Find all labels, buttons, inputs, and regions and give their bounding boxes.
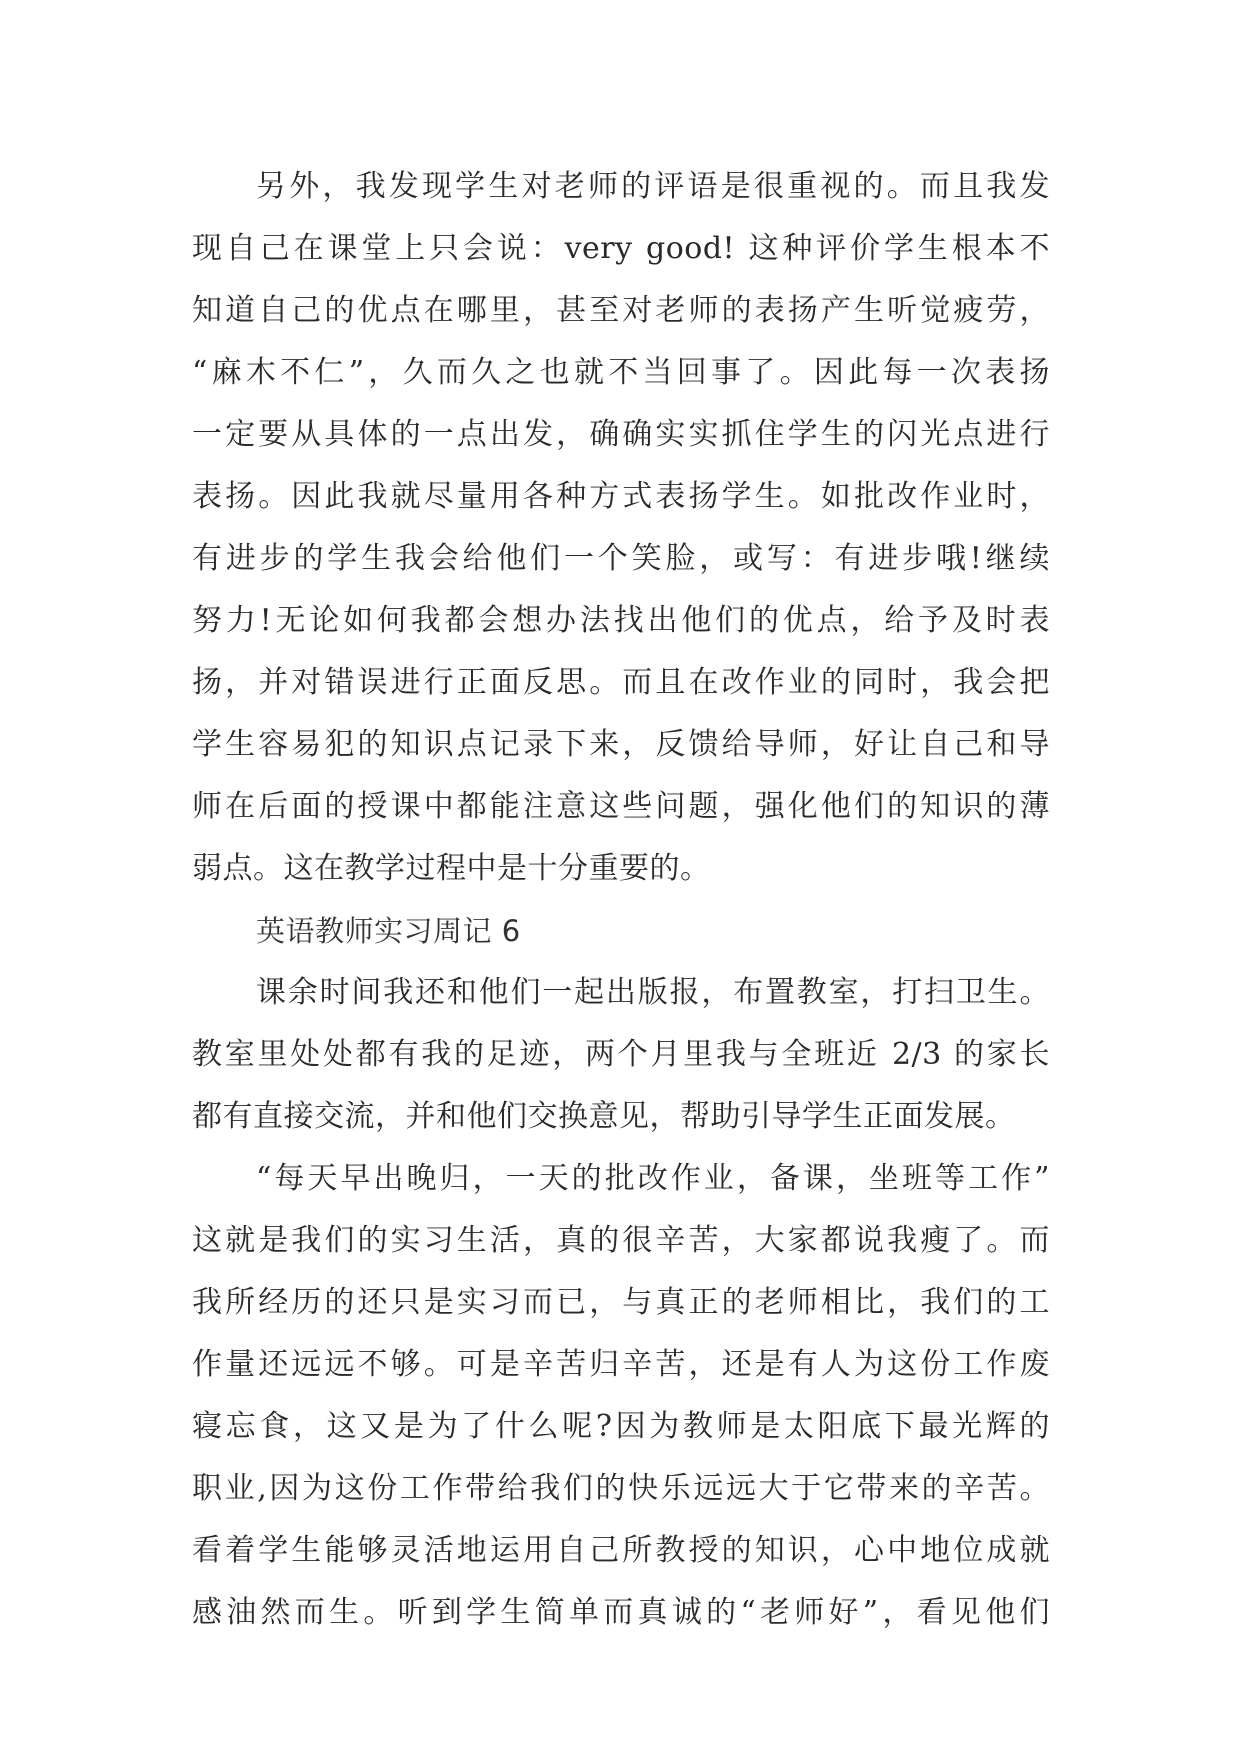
- paragraph-line: 有进步的学生我会给他们一个笑脸，或写：有进步哦!继续: [192, 541, 1050, 576]
- paragraph-line: 看着学生能够灵活地运用自己所教授的知识，心中地位成就: [192, 1533, 1050, 1568]
- section-heading: 英语教师实习周记 6: [256, 914, 521, 948]
- paragraph-line: 师在后面的授课中都能注意这些问题，强化他们的知识的薄: [192, 789, 1050, 824]
- paragraph-line: 教室里处处都有我的足迹，两个月里我与全班近 2/3 的家长: [192, 1037, 1050, 1072]
- paragraph-line: 弱点。这在教学过程中是十分重要的。: [192, 851, 711, 886]
- paragraph-line: 努力!无论如何我都会想办法找出他们的优点，给予及时表: [192, 603, 1050, 638]
- paragraph-line: 现自己在课堂上只会说：very good! 这种评价学生根本不: [192, 231, 1050, 266]
- paragraph-line: 学生容易犯的知识点记录下来，反馈给导师，好让自己和导: [192, 727, 1050, 762]
- paragraph-line: 另外，我发现学生对老师的评语是很重视的。而且我发: [256, 169, 1050, 204]
- paragraph-line: 感油然而生。听到学生简单而真诚的“老师好”，看见他们: [192, 1595, 1050, 1630]
- paragraph-line: 寝忘食，这又是为了什么呢?因为教师是太阳底下最光辉的: [192, 1409, 1050, 1444]
- paragraph-line: “麻木不仁”，久而久之也就不当回事了。因此每一次表扬: [192, 355, 1050, 390]
- document-body: [192, 156, 1050, 1644]
- paragraph-line: 我所经历的还只是实习而已，与真正的老师相比，我们的工: [192, 1285, 1050, 1320]
- paragraph-line: 一定要从具体的一点出发，确确实实抓住学生的闪光点进行: [192, 417, 1050, 452]
- paragraph-line: 课余时间我还和他们一起出版报，布置教室，打扫卫生。: [256, 975, 1050, 1010]
- paragraph-line: 都有直接交流，并和他们交换意见，帮助引导学生正面发展。: [192, 1099, 1016, 1134]
- paragraph-line: “每天早出晚归，一天的批改作业，备课，坐班等工作”: [256, 1161, 1050, 1196]
- paragraph-line: 这就是我们的实习生活，真的很辛苦，大家都说我瘦了。而: [192, 1223, 1050, 1258]
- paragraph-line: 职业,因为这份工作带给我们的快乐远远大于它带来的辛苦。: [192, 1471, 1050, 1506]
- paragraph-line: 表扬。因此我就尽量用各种方式表扬学生。如批改作业时，: [192, 479, 1050, 514]
- paragraph-line: 扬，并对错误进行正面反思。而且在改作业的同时，我会把: [192, 665, 1050, 700]
- paragraph-line: 作量还远远不够。可是辛苦归辛苦，还是有人为这份工作废: [192, 1347, 1050, 1382]
- paragraph-line: 知道自己的优点在哪里，甚至对老师的表扬产生听觉疲劳，: [192, 293, 1050, 328]
